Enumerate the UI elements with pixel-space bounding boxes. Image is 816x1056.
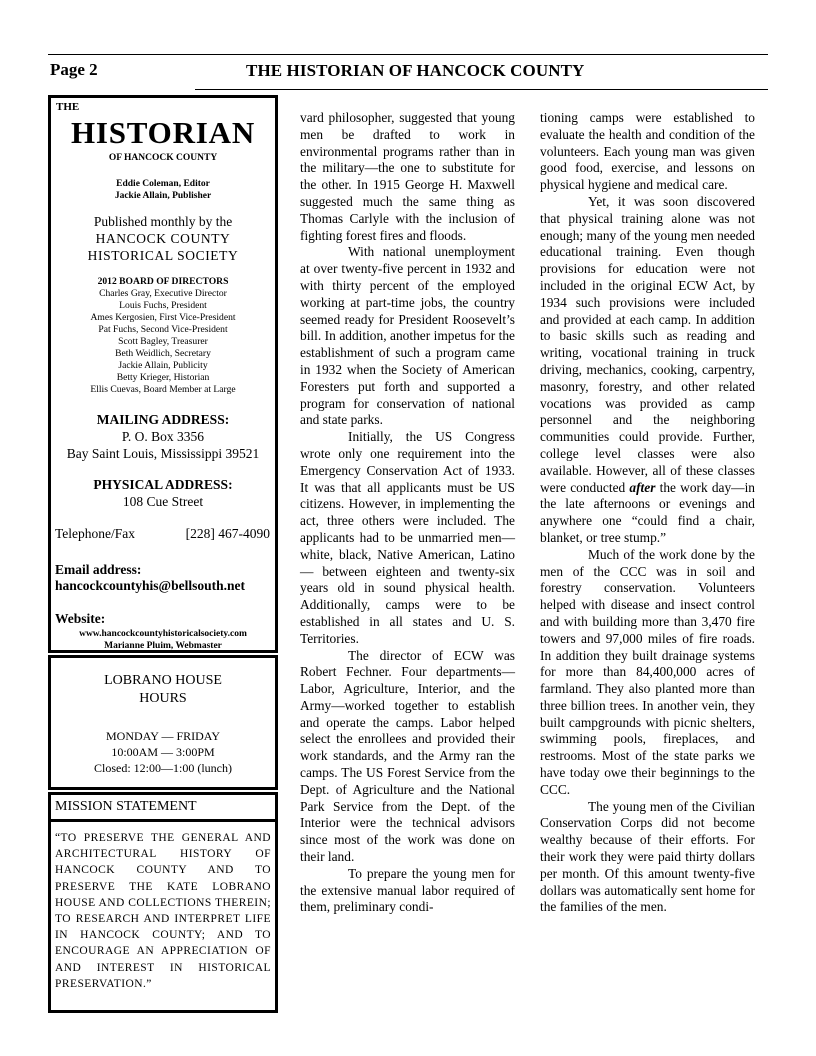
board-member: Charles Gray, Executive Director bbox=[99, 288, 227, 299]
mailing-address-line1: P. O. Box 3356 bbox=[121, 429, 205, 444]
website-label: Website: bbox=[55, 611, 106, 626]
article-paragraph: The young men of the Civilian Conservation Corps did not become wealthy because of their efforts. For their work they were paid thirty dollars per month. Of this amount twenty-five dollars was automatically sent home for the families of the men. bbox=[540, 798, 755, 915]
page-number: Page 2 bbox=[50, 60, 98, 79]
article-paragraph: tioning camps were established to evaluate the health and condition of the volunteers. Each young man was given good food, exercise, and lessons on physical hygiene and medical care. bbox=[540, 110, 755, 193]
website-block bbox=[51, 628, 275, 652]
published-line: Published monthly by the bbox=[93, 214, 233, 229]
masthead-subtitle: OF HANCOCK COUNTY bbox=[108, 153, 218, 163]
mailing-address-label: MAILING ADDRESS: bbox=[96, 412, 230, 427]
board-member: Scott Bagley, Treasurer bbox=[118, 336, 208, 347]
hours-days: MONDAY — FRIDAY bbox=[105, 729, 221, 743]
hours-times: 10:00AM — 3:00PM bbox=[111, 745, 215, 759]
email-address[interactable]: hancockcountyhis@bellsouth.net bbox=[55, 578, 245, 593]
masthead-box bbox=[48, 95, 278, 653]
hours-details bbox=[51, 728, 275, 776]
masthead-staff bbox=[51, 178, 275, 202]
society-name-line2: HISTORICAL SOCIETY bbox=[87, 248, 239, 263]
mailing-address bbox=[51, 411, 275, 462]
article-paragraph: The director of ECW was Robert Fechner. Four departments—Labor, Agriculture, Interior, and the Army—worked together to establish and operate the camps. Labor helped select the enrollees and provided their work standards, and the Army ran the camps. The US Forest Service from the Dept. of Agriculture and the National Park Service from the Dept. of the Interior were the technical advisors since most of the work was done on their land. bbox=[300, 647, 515, 865]
masthead-the: THE bbox=[56, 101, 80, 113]
publisher-info bbox=[51, 213, 275, 264]
telephone-label: Telephone/Fax bbox=[55, 526, 136, 541]
hours-closed: Closed: 12:00—1:00 (lunch) bbox=[94, 761, 232, 775]
board-member: Louis Fuchs, President bbox=[119, 300, 207, 311]
board-of-directors bbox=[51, 276, 275, 396]
mailing-address-line2: Bay Saint Louis, Mississippi 39521 bbox=[66, 446, 260, 461]
article-paragraph: Much of the work done by the men of the CCC was in soil and forestry conservation. Volunteers helped with disease and insect control and with building more than 3,470 fire towers and 97,000 miles of fire roads. In addition they built drainage systems for more than 84,400,000 acres of farmland. They also planted more than three billion trees. In another vein, they built campgrounds with picnic shelters, swimming pools, fireplaces, and restrooms. Most of the state parks we have today owe their beginnings to the CCC. bbox=[540, 546, 755, 797]
mission-heading: MISSION STATEMENT bbox=[51, 795, 275, 822]
article-column-1 bbox=[300, 110, 515, 916]
board-member: Pat Fuchs, Second Vice-President bbox=[98, 324, 228, 335]
article-paragraph: vard philosopher, suggested that young men be drafted to work in environmental programs rather than in the military—the one to substitute for the other. In 1915 George H. Maxwell suggested much the same thing as Thomas Carlyle with the inclusion of fighting forest fires and floods. bbox=[300, 110, 515, 243]
telephone-number: [228] 467-4090 bbox=[185, 526, 270, 541]
header-rule bbox=[195, 89, 768, 90]
physical-address-label: PHYSICAL ADDRESS: bbox=[93, 477, 233, 492]
running-title: THE HISTORIAN OF HANCOCK COUNTY bbox=[246, 61, 585, 80]
article-paragraph: Initially, the US Congress wrote only one requirement into the Emergency Conservation Act of 1933. It was that all applicants must be US citizens. However, in implementing the act, three others were included. The applicants had to be unmarried men—white, black, Native American, Latino— between eighteen and twenty-six years old in sound physical health. Additionally, camps were to be established in all states and U. S. Territories. bbox=[300, 429, 515, 646]
publisher-credit: Jackie Allain, Publisher bbox=[114, 191, 212, 201]
masthead-title: HISTORIAN bbox=[70, 115, 256, 150]
society-name-line1: HANCOCK COUNTY bbox=[95, 231, 231, 246]
board-member: Beth Weidlich, Secretary bbox=[115, 348, 211, 359]
website-url[interactable]: www.hancockcountyhistoricalsociety.com bbox=[79, 629, 247, 639]
paragraph-text: Yet, it was soon discovered that physical training alone was not enough; many of the young men needed educational training. Even though provisions for education were not included in the original ECW Act, by 1934 such provisions were included and provided at each camp. In addition to basic skills such as reading and writing, vocational training in truck driving, mechanics, cooking, carpentry, masonry, forestry, and other related vocations was provided as camp personnel and the neighboring communities could provide. Further, college level classes were also available. However, all of these classes were conducted bbox=[540, 193, 755, 495]
mission-text: “TO PRESERVE THE GENERAL AND ARCHITECTURAL HISTORY OF HANCOCK COUNTY AND TO PRESERVE THE KATE LOBRANO HOUSE AND COLLECTIONS THEREIN; TO RESEARCH AND INTERPRET LIFE IN HANCOCK COUNTY; AND TO ENCOURAGE AN APPRECIATION OF AND INTEREST IN HISTORICAL PRESERVATION.” bbox=[55, 832, 271, 990]
mission-box bbox=[48, 792, 278, 1013]
board-member: Ellis Cuevas, Board Member at Large bbox=[90, 384, 236, 395]
email-block bbox=[55, 562, 245, 594]
board-heading: 2012 BOARD OF DIRECTORS bbox=[97, 276, 229, 287]
hours-title bbox=[51, 672, 275, 708]
editor-credit: Eddie Coleman, Editor bbox=[116, 179, 210, 189]
physical-address-line1: 108 Cue Street bbox=[122, 494, 204, 509]
emphasis-after: after bbox=[629, 479, 656, 495]
webmaster-credit: Marianne Pluim, Webmaster bbox=[104, 641, 222, 651]
email-label: Email address: bbox=[55, 562, 142, 577]
hours-box bbox=[48, 655, 278, 790]
board-member: Betty Krieger, Historian bbox=[116, 372, 210, 383]
board-member: Ames Kergosien, First Vice-President bbox=[90, 312, 236, 323]
article-paragraph bbox=[540, 194, 755, 547]
article-paragraph: To prepare the young men for the extensive manual labor required of them, preliminary condi- bbox=[300, 865, 515, 915]
article-paragraph: With national unemployment at over twenty-five percent in 1932 and with thirty percent of the employed working at part-time jobs, the country seemed ready for President Roosevelt’s bill. In addition, another impetus for the establishment of such a program came in 1932 when the Society of American Foresters put forth and supported a program for conservation of national and state parks. bbox=[300, 244, 515, 428]
telephone-row bbox=[55, 526, 270, 542]
top-rule bbox=[48, 54, 768, 55]
physical-address bbox=[51, 476, 275, 510]
article-column-2 bbox=[540, 110, 755, 916]
hours-title-line2: HOURS bbox=[139, 691, 187, 706]
hours-title-line1: LOBRANO HOUSE bbox=[104, 673, 222, 688]
board-member: Jackie Allain, Publicity bbox=[118, 360, 208, 371]
paragraph-text-tail: the work day—in the late afternoons or evenings and anywhere one “could find a chair, blanket, or tree stump.” bbox=[540, 479, 755, 545]
